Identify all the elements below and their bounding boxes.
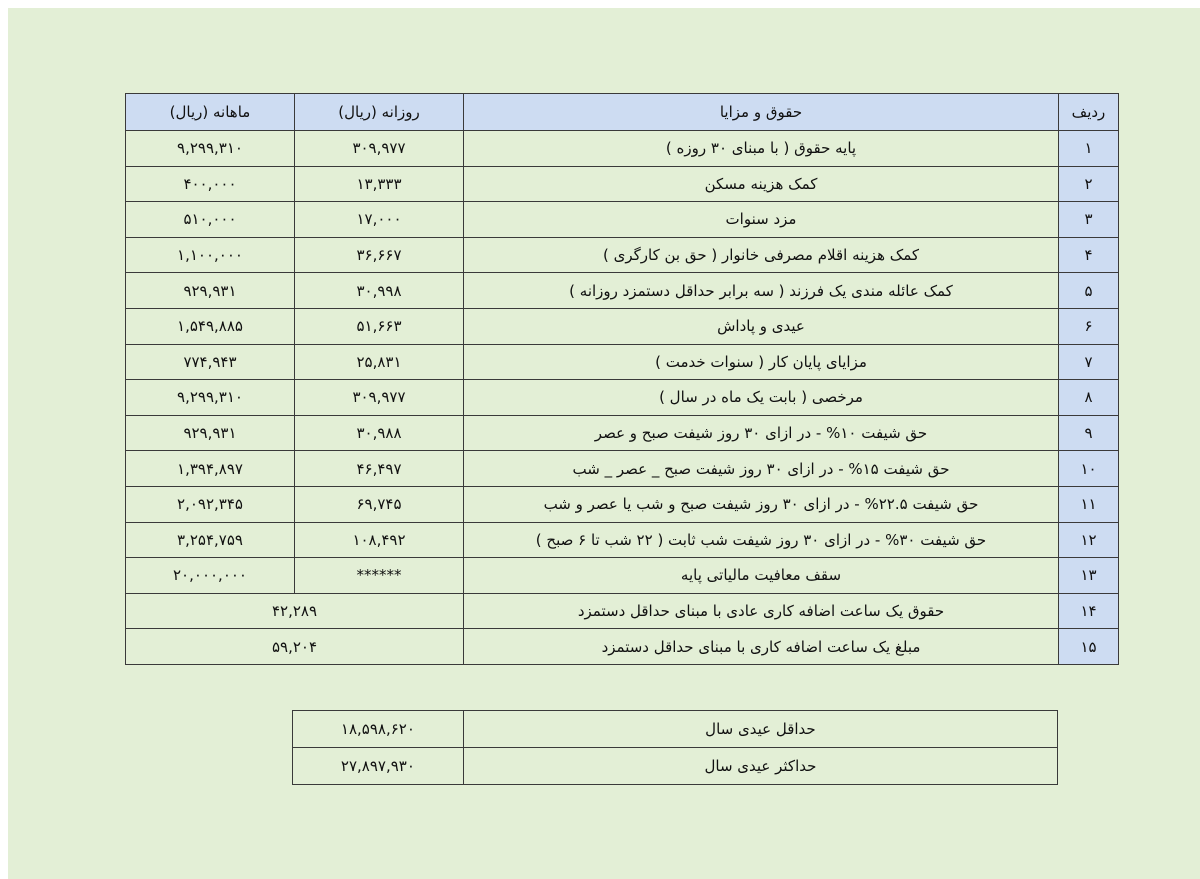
salary-table — [125, 93, 1119, 665]
overtime-value: ۵۹,۲۰۴ — [126, 629, 464, 665]
daily-value: ****** — [295, 558, 464, 594]
monthly-value: ۲,۰۹۲,۳۴۵ — [126, 486, 295, 522]
bonus-table — [292, 710, 1058, 785]
header-monthly: ماهانه (ریال) — [126, 94, 295, 131]
item-label: پایه حقوق ( با مبنای ۳۰ روزه ) — [464, 131, 1059, 167]
row-number: ۱۳ — [1059, 558, 1119, 594]
item-label: سقف معافیت مالیاتی پایه — [464, 558, 1059, 594]
table-row — [126, 629, 1119, 665]
table-row — [126, 451, 1119, 487]
item-label: مزد سنوات — [464, 202, 1059, 238]
table-row — [126, 202, 1119, 238]
table-row — [126, 344, 1119, 380]
monthly-value: ۹۲۹,۹۳۱ — [126, 273, 295, 309]
daily-value: ۶۹,۷۴۵ — [295, 486, 464, 522]
header-item: حقوق و مزایا — [464, 94, 1059, 131]
table-row — [126, 522, 1119, 558]
item-label: کمک هزینه اقلام مصرفی خانوار ( حق بن کارگری ) — [464, 237, 1059, 273]
bonus-value: ۲۷,۸۹۷,۹۳۰ — [293, 748, 464, 785]
row-number: ۱۵ — [1059, 629, 1119, 665]
monthly-value: ۱,۱۰۰,۰۰۰ — [126, 237, 295, 273]
table-row — [126, 380, 1119, 416]
bonus-label: حداقل عیدی سال — [463, 711, 1057, 748]
row-number: ۱۲ — [1059, 522, 1119, 558]
monthly-value: ۹,۲۹۹,۳۱۰ — [126, 131, 295, 167]
row-number: ۱۱ — [1059, 486, 1119, 522]
item-label: کمک هزینه مسکن — [464, 166, 1059, 202]
monthly-value: ۴۰۰,۰۰۰ — [126, 166, 295, 202]
row-number: ۲ — [1059, 166, 1119, 202]
daily-value: ۳۶,۶۶۷ — [295, 237, 464, 273]
bonus-label: حداکثر عیدی سال — [463, 748, 1057, 785]
table-row — [126, 593, 1119, 629]
table-row — [126, 308, 1119, 344]
table-row — [126, 486, 1119, 522]
table-row — [126, 237, 1119, 273]
item-label: مبلغ یک ساعت اضافه کاری با مبنای حداقل دستمزد — [464, 629, 1059, 665]
item-label: حق شیفت ۱۵% - در ازای ۳۰ روز شیفت صبح _ عصر _ شب — [464, 451, 1059, 487]
monthly-value: ۹,۲۹۹,۳۱۰ — [126, 380, 295, 416]
monthly-value: ۲۰,۰۰۰,۰۰۰ — [126, 558, 295, 594]
bonus-value: ۱۸,۵۹۸,۶۲۰ — [293, 711, 464, 748]
table-header-row — [126, 94, 1119, 131]
item-label: حق شیفت ۱۰% - در ازای ۳۰ روز شیفت صبح و عصر — [464, 415, 1059, 451]
item-label: حق شیفت ۲۲.۵% - در ازای ۳۰ روز شیفت صبح و شب یا عصر و شب — [464, 486, 1059, 522]
header-daily: روزانه (ریال) — [295, 94, 464, 131]
daily-value: ۴۶,۴۹۷ — [295, 451, 464, 487]
daily-value: ۳۰,۹۸۸ — [295, 415, 464, 451]
monthly-value: ۳,۲۵۴,۷۵۹ — [126, 522, 295, 558]
row-number: ۶ — [1059, 308, 1119, 344]
monthly-value: ۷۷۴,۹۴۳ — [126, 344, 295, 380]
daily-value: ۱۰۸,۴۹۲ — [295, 522, 464, 558]
bonus-row — [293, 711, 1058, 748]
monthly-value: ۵۱۰,۰۰۰ — [126, 202, 295, 238]
item-label: مرخصی ( بابت یک ماه در سال ) — [464, 380, 1059, 416]
daily-value: ۱۷,۰۰۰ — [295, 202, 464, 238]
table-row — [126, 131, 1119, 167]
item-label: کمک عائله مندی یک فرزند ( سه برابر حداقل دستمزد روزانه ) — [464, 273, 1059, 309]
item-label: مزایای پایان کار ( سنوات خدمت ) — [464, 344, 1059, 380]
monthly-value: ۱,۵۴۹,۸۸۵ — [126, 308, 295, 344]
daily-value: ۲۵,۸۳۱ — [295, 344, 464, 380]
table-row — [126, 558, 1119, 594]
table-row — [126, 166, 1119, 202]
bonus-row — [293, 748, 1058, 785]
daily-value: ۳۰,۹۹۸ — [295, 273, 464, 309]
item-label: عیدی و پاداش — [464, 308, 1059, 344]
monthly-value: ۱,۳۹۴,۸۹۷ — [126, 451, 295, 487]
row-number: ۵ — [1059, 273, 1119, 309]
daily-value: ۳۰۹,۹۷۷ — [295, 380, 464, 416]
row-number: ۱ — [1059, 131, 1119, 167]
table-row — [126, 415, 1119, 451]
header-row-number: ردیف — [1059, 94, 1119, 131]
row-number: ۹ — [1059, 415, 1119, 451]
daily-value: ۳۰۹,۹۷۷ — [295, 131, 464, 167]
daily-value: ۱۳,۳۳۳ — [295, 166, 464, 202]
row-number: ۴ — [1059, 237, 1119, 273]
row-number: ۱۴ — [1059, 593, 1119, 629]
row-number: ۳ — [1059, 202, 1119, 238]
overtime-value: ۴۲,۲۸۹ — [126, 593, 464, 629]
table-row — [126, 273, 1119, 309]
row-number: ۷ — [1059, 344, 1119, 380]
item-label: حق شیفت ۳۰% - در ازای ۳۰ روز شیفت شب ثابت ( ۲۲ شب تا ۶ صبح ) — [464, 522, 1059, 558]
daily-value: ۵۱,۶۶۳ — [295, 308, 464, 344]
row-number: ۱۰ — [1059, 451, 1119, 487]
item-label: حقوق یک ساعت اضافه کاری عادی با مبنای حداقل دستمزد — [464, 593, 1059, 629]
monthly-value: ۹۲۹,۹۳۱ — [126, 415, 295, 451]
row-number: ۸ — [1059, 380, 1119, 416]
